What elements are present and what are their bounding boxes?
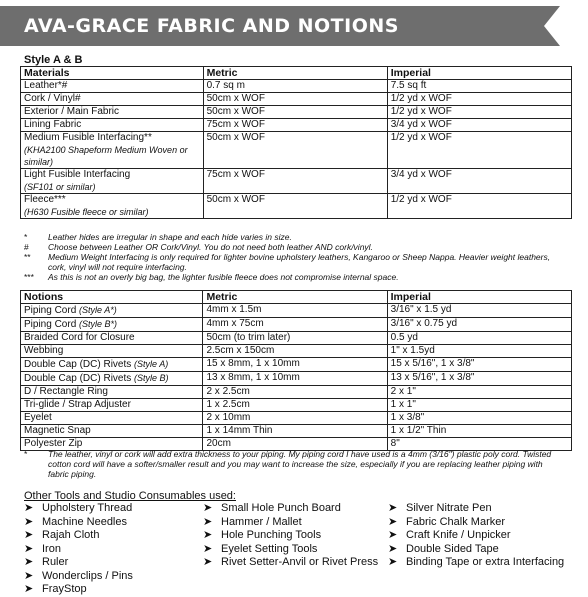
material-name: Lining Fabric — [24, 119, 82, 130]
notion-metric: 13 x 8mm, 1 x 10mm — [203, 372, 387, 386]
material-name-cell — [21, 119, 204, 132]
notion-metric: 2 x 10mm — [203, 412, 387, 425]
notion-imperial: 1 x 1" — [387, 399, 571, 412]
table-row — [21, 194, 572, 219]
note-mark: * — [24, 449, 28, 459]
tool-item — [24, 583, 194, 597]
note-text: Choose between Leather OR Cork/Vinyl. You do not need both leather AND cork/vinyl. — [48, 242, 373, 252]
material-name: Exterior / Main Fabric — [24, 106, 120, 117]
notion-metric: 20cm — [203, 438, 387, 451]
notion-imperial: 15 x 5/16", 1 x 3/8" — [387, 358, 571, 372]
tool-item — [203, 502, 383, 516]
tool-label: Small Hole Punch Board — [221, 502, 341, 514]
material-name-cell — [21, 93, 204, 106]
tool-item — [24, 502, 194, 516]
material-subtext: (H630 Fusible fleece or similar) — [24, 207, 149, 217]
tool-label: Hole Punching Tools — [221, 529, 322, 541]
materials-header-metric: Metric — [203, 67, 387, 80]
table-row — [21, 80, 572, 93]
notion-name: Piping Cord — [24, 305, 77, 316]
tool-label: Wonderclips / Pins — [42, 569, 133, 582]
material-subtext: (SF101 or similar) — [24, 182, 96, 192]
notion-name-cell — [21, 372, 203, 386]
tool-label: Double Sided Tape — [406, 542, 499, 555]
material-name: Medium Fusible Interfacing** — [24, 132, 152, 143]
tool-label: Silver Nitrate Pen — [406, 502, 492, 514]
tools-column-3 — [388, 502, 568, 570]
tool-label: Upholstery Thread — [42, 502, 133, 514]
notion-name: Eyelet — [24, 412, 52, 423]
table-row — [21, 119, 572, 132]
tool-item — [388, 556, 568, 570]
note-text: The leather, vinyl or cork will add extra thickness to your piping. My piping cord I have used is a 4mm (3/16") plastic poly cord. Twisted cotton cord will have a softer/smaller result and you may want to increase the size, especially if you are replacing leather piping with fabric piping. — [48, 449, 552, 479]
notion-name-cell — [21, 332, 203, 345]
tool-item — [388, 502, 568, 516]
note-row — [24, 272, 564, 282]
material-name-cell — [21, 169, 204, 194]
note-mark: # — [24, 242, 29, 252]
notions-header-row — [21, 291, 572, 304]
tool-label: Rajah Cloth — [42, 529, 100, 541]
bullet-icon: ➤ — [24, 502, 34, 514]
tool-label: Hammer / Mallet — [221, 515, 302, 528]
notion-imperial: 8" — [387, 438, 571, 451]
notion-metric: 2.5cm x 150cm — [203, 345, 387, 358]
bullet-icon: ➤ — [388, 529, 398, 541]
tool-item — [203, 529, 383, 543]
tool-label: Eyelet Setting Tools — [221, 542, 318, 555]
table-row — [21, 399, 572, 412]
material-imperial: 1/2 yd x WOF — [387, 106, 571, 119]
notion-imperial: 13 x 5/16", 1 x 3/8" — [387, 372, 571, 386]
tool-label: Fabric Chalk Marker — [406, 515, 506, 528]
materials-header-name: Materials — [21, 67, 204, 80]
materials-header-imperial: Imperial — [387, 67, 571, 80]
material-imperial: 1/2 yd x WOF — [387, 194, 571, 219]
note-text: As this is not an overly big bag, the lighter fusible fleece does not compromise internal space. — [48, 272, 399, 282]
material-imperial: 1/2 yd x WOF — [387, 93, 571, 106]
tool-item — [203, 543, 383, 557]
notion-metric: 2 x 2.5cm — [203, 386, 387, 399]
material-imperial: 3/4 yd x WOF — [387, 119, 571, 132]
title-banner — [0, 6, 588, 46]
table-row — [21, 332, 572, 345]
notion-metric: 50cm (to trim later) — [203, 332, 387, 345]
note-text: Medium Weight Interfacing is only required for lighter bovine upholstery leathers, Kangaroo or Sheep Nappa. Heavier weight leathers, cork, vinyl will not require interfacing. — [48, 252, 551, 272]
material-notes — [24, 232, 564, 282]
bullet-icon: ➤ — [388, 556, 398, 568]
table-row — [21, 169, 572, 194]
material-name-cell — [21, 80, 204, 93]
notions-body — [21, 304, 572, 451]
material-metric: 50cm x WOF — [203, 106, 387, 119]
table-row — [21, 304, 572, 318]
material-metric: 75cm x WOF — [203, 119, 387, 132]
note-mark: * — [24, 232, 28, 242]
note-row — [24, 242, 564, 252]
page-title: AVA-GRACE FABRIC AND NOTIONS — [24, 15, 399, 37]
bullet-icon: ➤ — [203, 502, 213, 514]
table-row — [21, 345, 572, 358]
notion-name: Double Cap (DC) Rivets — [24, 359, 132, 370]
bullet-icon: ➤ — [24, 542, 34, 555]
notion-metric: 4mm x 1.5m — [203, 304, 387, 318]
table-row — [21, 106, 572, 119]
tool-item — [388, 516, 568, 530]
note-row — [24, 232, 564, 242]
tool-label: Craft Knife / Unpicker — [406, 529, 511, 541]
material-name: Cork / Vinyl# — [24, 93, 81, 104]
material-metric: 50cm x WOF — [203, 132, 387, 169]
notion-style-note: (Style B*) — [79, 319, 118, 329]
bullet-icon: ➤ — [203, 556, 213, 568]
notion-imperial: 3/16" x 0.75 yd — [387, 318, 571, 332]
table-row — [21, 425, 572, 438]
table-row — [21, 412, 572, 425]
material-name-cell — [21, 132, 204, 169]
notion-name-cell — [21, 318, 203, 332]
materials-header-row — [21, 67, 572, 80]
material-name: Leather*# — [24, 80, 68, 91]
tool-item — [24, 516, 194, 530]
material-name: Fleece*** — [24, 194, 66, 205]
tool-item — [203, 556, 383, 570]
tool-label: Machine Needles — [42, 515, 127, 528]
notion-name: D / Rectangle Ring — [24, 386, 108, 397]
material-imperial: 1/2 yd x WOF — [387, 132, 571, 169]
tool-item — [388, 543, 568, 557]
bullet-icon: ➤ — [24, 569, 34, 582]
bullet-icon: ➤ — [24, 515, 34, 528]
bullet-icon: ➤ — [388, 542, 398, 555]
notions-header-metric: Metric — [203, 291, 387, 304]
bullet-icon: ➤ — [24, 556, 34, 568]
notion-style-note: (Style A) — [134, 359, 169, 369]
note-mark: *** — [24, 272, 34, 282]
notion-style-note: (Style B) — [134, 373, 169, 383]
notion-name: Double Cap (DC) Rivets — [24, 373, 132, 384]
tool-item — [388, 529, 568, 543]
bullet-icon: ➤ — [388, 515, 398, 528]
notion-name-cell — [21, 345, 203, 358]
tool-item — [24, 543, 194, 557]
notion-name: Tri-glide / Strap Adjuster — [24, 399, 131, 410]
table-row — [21, 386, 572, 399]
note-text: Leather hides are irregular in shape and each hide varies in size. — [48, 232, 292, 242]
notion-name-cell — [21, 399, 203, 412]
table-row — [21, 372, 572, 386]
notions-header-name: Notions — [21, 291, 203, 304]
tool-label: Rivet Setter-Anvil or Rivet Press — [221, 556, 379, 568]
notion-name-cell — [21, 358, 203, 372]
material-name-cell — [21, 194, 204, 219]
table-row — [21, 132, 572, 169]
table-row — [21, 358, 572, 372]
material-metric: 75cm x WOF — [203, 169, 387, 194]
notion-metric: 1 x 2.5cm — [203, 399, 387, 412]
notion-name-cell — [21, 386, 203, 399]
bullet-icon: ➤ — [203, 515, 213, 528]
notion-name-cell — [21, 304, 203, 318]
note-row — [24, 449, 564, 479]
table-row — [21, 318, 572, 332]
note-mark: ** — [24, 252, 31, 262]
notion-name: Magnetic Snap — [24, 425, 91, 436]
notion-name: Braided Cord for Closure — [24, 332, 135, 343]
tools-column-2 — [203, 502, 383, 570]
notion-name: Polyester Zip — [24, 438, 83, 449]
notion-metric: 1 x 14mm Thin — [203, 425, 387, 438]
tool-label: FrayStop — [42, 583, 87, 595]
notion-imperial: 0.5 yd — [387, 332, 571, 345]
materials-table — [20, 66, 572, 219]
note-row — [24, 252, 564, 272]
material-name: Light Fusible Interfacing — [24, 169, 131, 180]
notion-name-cell — [21, 425, 203, 438]
notion-imperial: 3/16" x 1.5 yd — [387, 304, 571, 318]
notions-table — [20, 290, 572, 451]
bullet-icon: ➤ — [203, 542, 213, 555]
tool-label: Binding Tape or extra Interfacing — [406, 556, 565, 568]
tool-item — [203, 516, 383, 530]
notion-imperial: 1 x 1/2" Thin — [387, 425, 571, 438]
notion-name-cell — [21, 412, 203, 425]
tool-label: Iron — [42, 542, 61, 555]
notion-note — [24, 449, 564, 479]
tools-title: Other Tools and Studio Consumables used: — [24, 490, 236, 502]
bullet-icon: ➤ — [24, 583, 34, 595]
notion-metric: 4mm x 75cm — [203, 318, 387, 332]
notion-imperial: 1 x 3/8" — [387, 412, 571, 425]
tools-column-1 — [24, 502, 194, 597]
notion-metric: 15 x 8mm, 1 x 10mm — [203, 358, 387, 372]
style-label: Style A & B — [24, 54, 83, 66]
bullet-icon: ➤ — [24, 529, 34, 541]
bullet-icon: ➤ — [203, 529, 213, 541]
material-name-cell — [21, 106, 204, 119]
tool-item — [24, 529, 194, 543]
notion-imperial: 1" x 1.5yd — [387, 345, 571, 358]
tool-item — [24, 556, 194, 570]
bullet-icon: ➤ — [388, 502, 398, 514]
material-metric: 50cm x WOF — [203, 194, 387, 219]
notion-name: Webbing — [24, 345, 64, 356]
material-imperial: 3/4 yd x WOF — [387, 169, 571, 194]
tool-item — [24, 570, 194, 584]
material-subtext: (KHA2100 Shapeform Medium Woven or similar) — [24, 145, 188, 167]
tool-label: Ruler — [42, 556, 69, 568]
notion-imperial: 2 x 1" — [387, 386, 571, 399]
material-metric: 50cm x WOF — [203, 93, 387, 106]
material-metric: 0.7 sq m — [203, 80, 387, 93]
notion-name: Piping Cord — [24, 319, 77, 330]
materials-body — [21, 80, 572, 219]
material-imperial: 7.5 sq ft — [387, 80, 571, 93]
table-row — [21, 93, 572, 106]
notion-style-note: (Style A*) — [79, 305, 117, 315]
notions-header-imperial: Imperial — [387, 291, 571, 304]
